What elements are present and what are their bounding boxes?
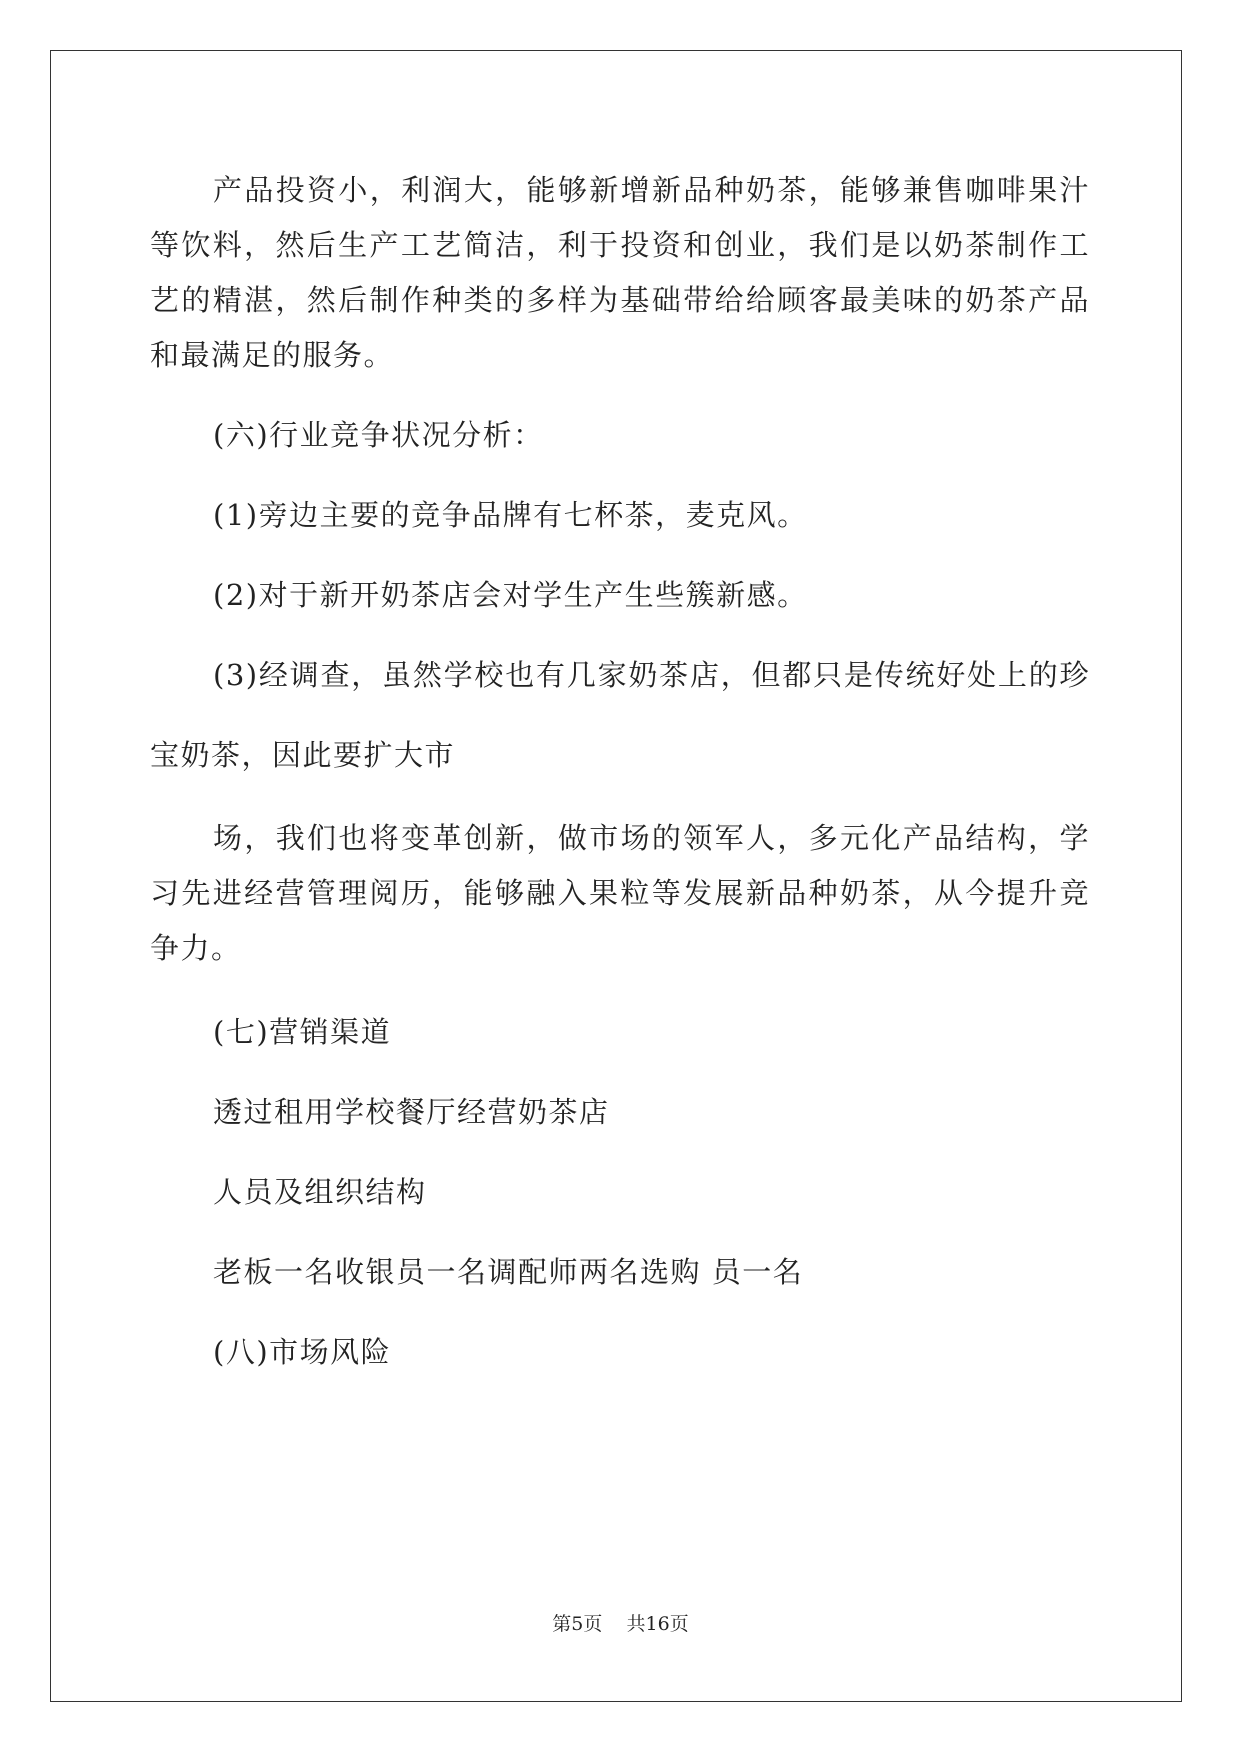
page-footer — [0, 1612, 1241, 1636]
paragraph-line: 人员及组织结构 — [213, 1175, 427, 1209]
paragraph-line: 宝奶茶，因此要扩大市 — [150, 738, 456, 772]
paragraph-line: 等饮料，然后生产工艺简洁，利于投资和创业，我们是以奶茶制作工 — [150, 228, 1090, 262]
paragraph-line: 产品投资小，利润大，能够新增新品种奶茶，能够兼售咖啡果汁 — [213, 173, 1090, 207]
section-heading: (八)市场风险 — [213, 1335, 392, 1369]
paragraph-line: 透过租用学校餐厅经营奶茶店 — [213, 1095, 610, 1129]
paragraph-line: 场，我们也将变革创新，做市场的领军人，多元化产品结构，学 — [213, 821, 1090, 855]
list-item: (2)对于新开奶茶店会对学生产生些簇新感。 — [213, 578, 808, 612]
paragraph-line: 老板一名收银员一名调配师两名选购 员一名 — [213, 1255, 804, 1289]
paragraph-line: 和最满足的服务。 — [150, 338, 395, 372]
list-item: (1)旁边主要的竞争品牌有七杯茶，麦克风。 — [213, 498, 808, 532]
list-item: (3)经调查，虽然学校也有几家奶茶店，但都只是传统好处上的珍 — [213, 658, 1090, 692]
section-heading: (六)行业竞争状况分析： — [213, 418, 544, 452]
page-total: 共16页 — [626, 1613, 689, 1635]
paragraph-line: 艺的精湛，然后制作种类的多样为基础带给给顾客最美味的奶茶产品 — [150, 283, 1090, 317]
page-number: 第5页 — [552, 1613, 603, 1635]
section-heading: (七)营销渠道 — [213, 1015, 392, 1049]
paragraph-line: 习先进经营管理阅历，能够融入果粒等发展新品种奶茶，从今提升竞 — [150, 876, 1090, 910]
paragraph-line: 争力。 — [150, 931, 242, 965]
